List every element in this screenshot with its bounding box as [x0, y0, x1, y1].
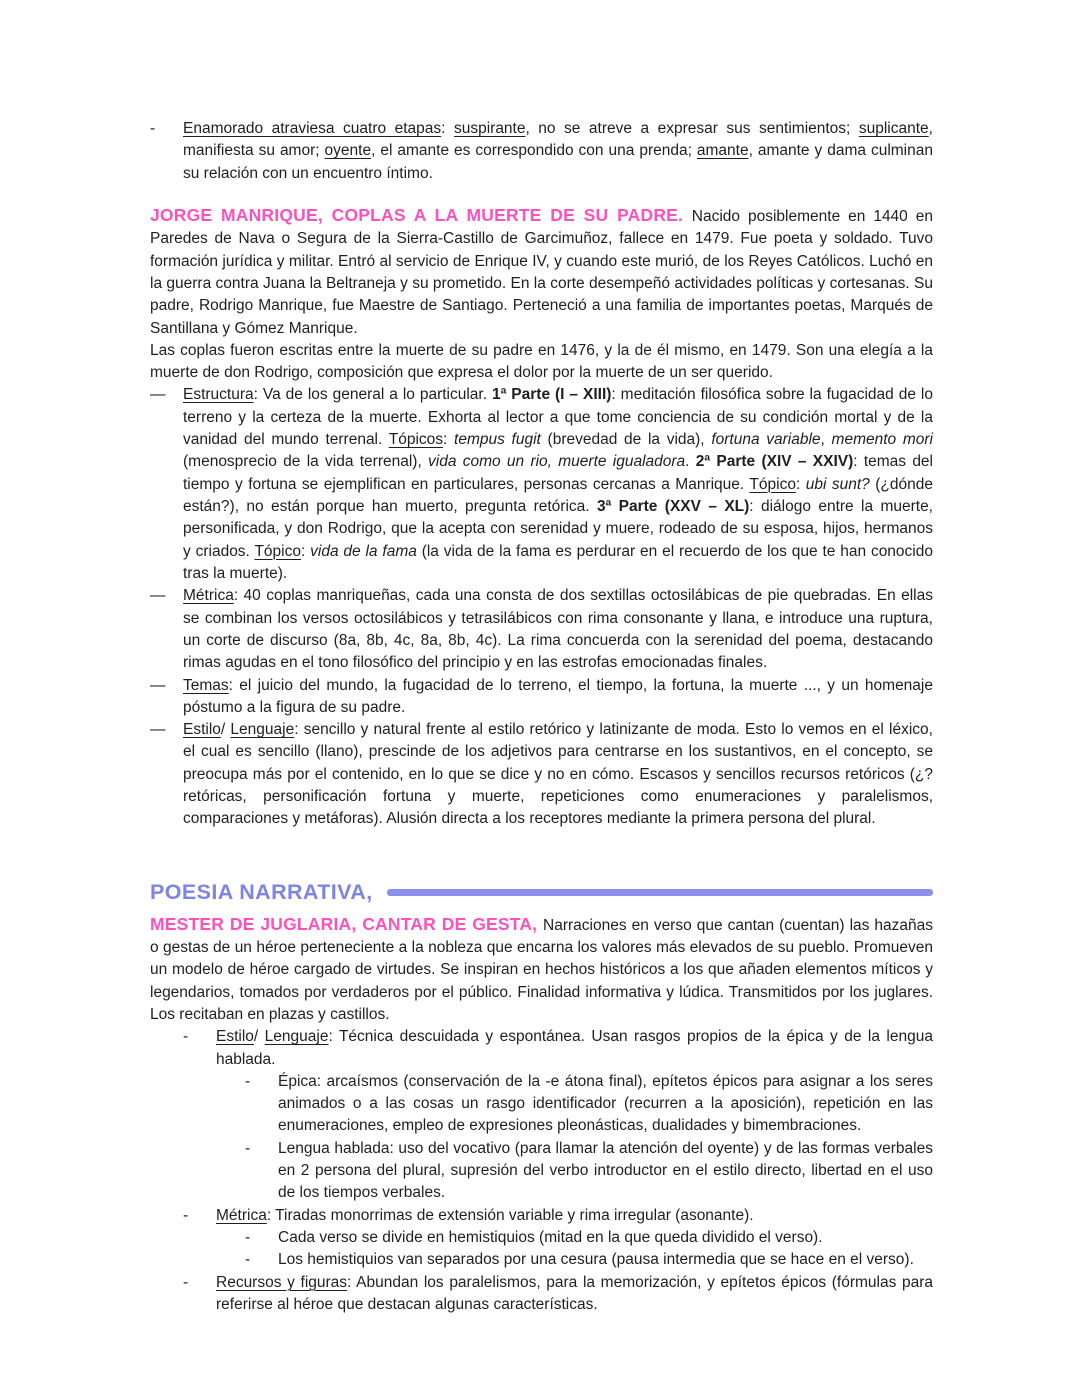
manrique-metrica-text: Métrica: 40 coplas manriqueñas, cada una consta de dos sextillas octosilábicas de pie quebradas. En ellas se combinan los versos octosilábicos y tetrasilábicos con rima consonante y llana, e introduce una ruptura, un corte de discurso (8a, 8b, 4c, 8a, 8b, 4c). La rima concuerda con la serenidad del poema, destacando rimas agudas en el tono filosófico del principio y en las estrofas emocionadas finales. [183, 587, 933, 672]
mester-estilo-item [183, 1026, 933, 1071]
manrique-estilo-text: Estilo/ Lenguaje: sencillo y natural frente al estilo retórico y latinizante de moda. Esto lo vemos en el léxico, el cual es sencillo (llano), prescinde de los adjetivos para centrarse en los sustantivos, en el concepto, se preocupa más por el contenido, en lo que se dice y no en cómo. Escasos y sencillos recursos retóricos (¿? retóricas, personificación fortuna y muerte, repeticiones como enumeraciones y paralelismos, comparaciones y metáforas). Alusión directa a los receptores mediante la primera persona del plural. [183, 721, 933, 828]
mester-epica-item [245, 1071, 933, 1138]
mester-epica-text: Épica: arcaísmos (conservación de la -e átona final), epítetos épicos para asignar a los seres animados o a las cosas un rasgo identificador (recurren a la aposición), repetición en las enumeraciones, empleo de expresiones pleonásticas, dualidades y bimembraciones. [278, 1072, 933, 1135]
mester-recursos-text: Recursos y figuras: Abundan los paralelismos, para la memorización, y epítetos épicos (fórmulas para referirse al héroe que destacan algunas características. [216, 1273, 934, 1313]
list-marker: — [150, 676, 166, 694]
list-marker: — [150, 721, 166, 739]
courtly-love-stages-item [150, 118, 933, 185]
list-marker: — [150, 587, 166, 605]
mester-hemistiquios-text: Cada verso se divide en hemistiquios (mitad en la que queda dividido el verso). [278, 1229, 823, 1247]
manrique-estilo-item [150, 719, 933, 831]
list-marker: - [183, 1028, 189, 1046]
mester-lengua-hablada-text: Lengua hablada: uso del vocativo (para llamar la atención del oyente) y de las formas verbales en 2 persona del plural, supresión del verbo introductor en el estilo directo, libertad en el uso de los tiempos verbales. [278, 1139, 933, 1202]
manrique-metrica-item [150, 585, 933, 674]
manrique-estructura-item [150, 384, 933, 585]
list-marker: - [150, 120, 156, 137]
manrique-coplas-paragraph: Las coplas fueron escritas entre la muerte de su padre en 1476, y la de él mismo, en 1479. Son una elegía a la muerte de don Rodrigo, composición que expresa el dolor por la muerte de un ser querido. [150, 341, 933, 382]
courtly-love-stages-text: Enamorado atraviesa cuatro etapas: suspirante, no se atreve a expresar sus sentimientos; suplicante, manifiesta su amor; oyente, el amante es correspondido con una prenda; amante, amante y dama culminan su relación con un encuentro íntimo. [183, 120, 933, 182]
mester-cesura-text: Los hemistiquios van separados por una cesura (pausa intermedia que se hace en el verso). [278, 1251, 914, 1269]
section-divider-bar [387, 889, 933, 896]
list-marker: - [245, 1229, 251, 1247]
mester-estilo-text: Estilo/ Lenguaje: Técnica descuidada y espontánea. Usan rasgos propios de la épica y de la lengua hablada. [216, 1028, 933, 1068]
list-marker: - [245, 1251, 251, 1269]
mester-lengua-hablada-item [245, 1138, 933, 1205]
manrique-temas-text: Temas: el juicio del mundo, la fugacidad de lo terreno, el tiempo, la fortuna, la muerte ..., y un homenaje póstumo a la figura de su padre. [183, 676, 933, 716]
mester-list [183, 1026, 933, 1316]
mester-recursos-item [183, 1272, 933, 1317]
mester-intro-paragraph: MESTER DE JUGLARIA, CANTAR DE GESTA, Narraciones en verso que cantan (cuentan) las hazañas o gestas de un héroe perteneciente a la nobleza que encarna los valores más elevados de su pueblo. Promueven un modelo de héroe cargado de virtudes. Se inspiran en hechos históricos a los que añaden elementos míticos y legendarios, tomados por verdaderos por el público. Finalidad informativa y lúdica. Transmitidos por los juglares. Los recitaban en plazas y castillos. [150, 913, 933, 1023]
manrique-temas-item [150, 675, 933, 720]
manrique-estructura-text: Estructura: Va de los general a lo particular. 1ª Parte (I – XIII): meditación filosófica sobre la fugacidad de lo terreno y la certeza de la muerte. Exhorta al lector a que tome conciencia de su condición mortal y de la vanidad del mundo terrenal. Tópicos: tempus fugit (brevedad de la vida), fortuna variable, memento mori (menosprecio de la vida terrenal), vida como un rio, muerte igualadora. 2ª Parte (XIV – XXIV): temas del tiempo y fortuna se ejemplifican en particulares, personas cercanas a Manrique. Tópico: ubi sunt? (¿dónde están?), no están porque han muerto, pregunta retórica. 3ª Parte (XXV – XL): diálogo entre la muerte, personificada, y don Rodrigo, que la acepta con serenidad y muere, rodeado de su esposa, hijos, hermanos y criados. Tópico: vida de la fama (la vida de la fama es perdurar en el recuerdo de los que te han conocido tras la muerte). [183, 386, 934, 582]
mester-metrica-item [183, 1205, 933, 1227]
list-marker: - [183, 1273, 189, 1291]
mester-cesura-item [245, 1249, 933, 1271]
mester-metrica-text: Métrica: Tiradas monorrimas de extensión variable y rima irregular (asonante). [216, 1206, 754, 1224]
list-marker: — [150, 386, 166, 404]
poesia-narrativa-heading-row [150, 877, 933, 908]
mester-hemistiquios-item [245, 1227, 933, 1249]
list-marker: - [245, 1139, 251, 1157]
manrique-intro-paragraph: JORGE MANRIQUE, COPLAS A LA MUERTE DE SU PADRE. Nacido posiblemente en 1440 en Paredes de Nava o Segura de la Sierra-Castillo de Garcimuñoz, fallece en 1479. Fue poeta y soldado. Tuvo formación jurídica y militar. Entró al servicio de Enrique IV, y cuando este murió, de los Reyes Católicos. Luchó en la guerra contra Juana la Beltraneja y su prometido. En la corte desempeñó actividades políticas y cortesanas. Su padre, Rodrigo Manrique, fue Maestre de Santiago. Perteneció a una familia de importantes poetas, Marqués de Santillana y Gómez Manrique. [150, 204, 933, 337]
poesia-narrativa-title: POESIA NARRATIVA, [150, 879, 373, 904]
list-marker: - [245, 1072, 251, 1090]
list-marker: - [183, 1206, 189, 1224]
